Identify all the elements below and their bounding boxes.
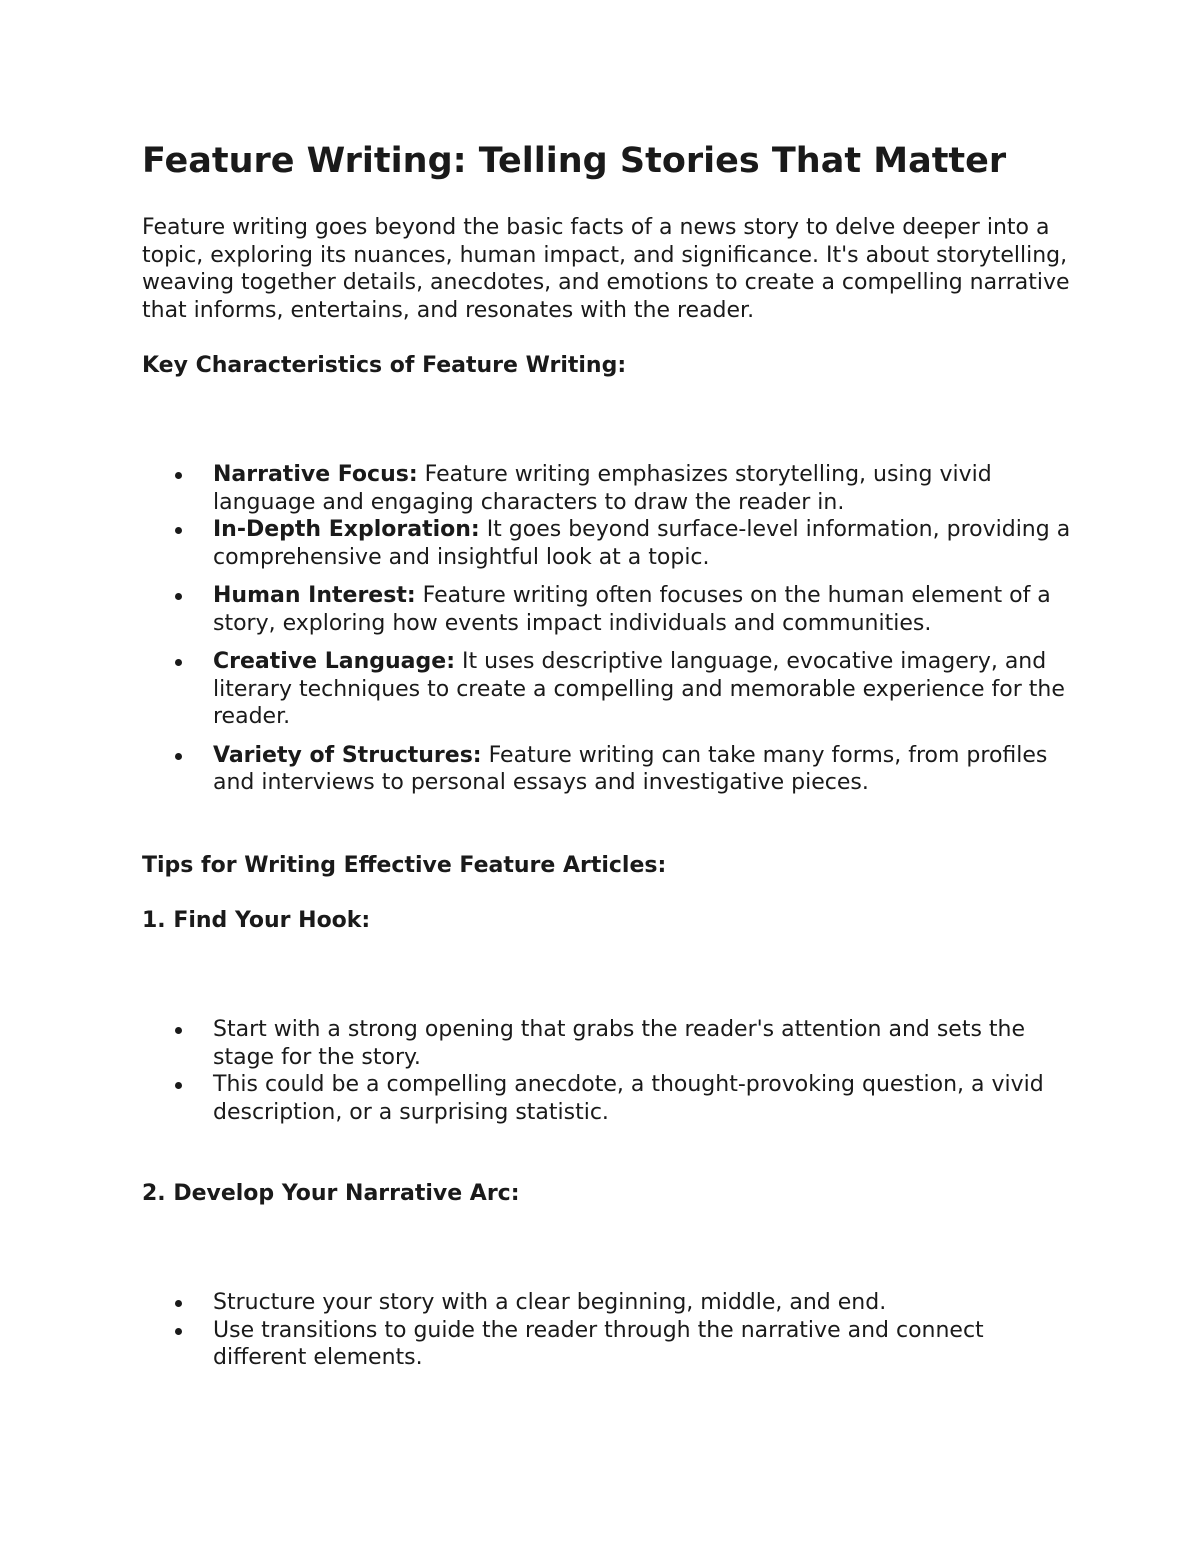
bullet-icon <box>175 472 182 479</box>
tip-2-list <box>142 1289 1082 1372</box>
list-item <box>142 648 1082 731</box>
bullet-icon <box>175 1300 182 1307</box>
list-item <box>142 1289 1082 1317</box>
characteristics-list <box>142 461 1082 797</box>
bullet-icon <box>175 659 182 666</box>
tip-2-heading: 2. Develop Your Narrative Arc: <box>142 1181 520 1206</box>
item-text: Use transitions to guide the reader through the narrative and connect different elements. <box>213 1317 984 1370</box>
item-term: Variety of Structures: <box>213 742 482 768</box>
list-item <box>142 1071 1082 1126</box>
key-characteristics-heading: Key Characteristics of Feature Writing: <box>142 353 627 378</box>
bullet-icon <box>175 593 182 600</box>
intro-paragraph: Feature writing goes beyond the basic facts of a news story to delve deeper into a topic, exploring its nuances, human impact, and significance. It's about storytelling, weaving together details, anecdotes, and emotions to create a compelling narrative that informs, entertains, and resonates with the reader. <box>142 215 1070 323</box>
bullet-icon <box>175 1082 182 1089</box>
item-term: Human Interest: <box>213 583 416 608</box>
item-term: Narrative Focus: <box>213 462 418 487</box>
list-item <box>142 742 1082 797</box>
item-text: It uses descriptive language, evocative imagery, and literary techniques to create a compelling and memorable experience for the reader. <box>213 649 1065 729</box>
item-text: This could be a compelling anecdote, a thought-provoking question, a vivid description, or a surprising statistic. <box>213 1072 1044 1125</box>
list-item <box>142 516 1082 571</box>
list-item <box>142 1016 1082 1071</box>
tips-heading: Tips for Writing Effective Feature Articles: <box>142 853 667 878</box>
bullet-icon <box>175 1328 182 1335</box>
item-text: Structure your story with a clear beginning, middle, and end. <box>213 1290 887 1315</box>
list-item <box>142 461 1082 516</box>
item-term: In-Depth Exploration: <box>213 517 480 542</box>
document-title: Feature Writing: Telling Stories That Matter <box>142 141 1007 181</box>
tip-1-list <box>142 1016 1082 1126</box>
item-text: Feature writing emphasizes storytelling, using vivid language and engaging characters to draw the reader in. <box>213 462 992 515</box>
list-item <box>142 582 1082 637</box>
bullet-icon <box>175 1027 182 1034</box>
bullet-icon <box>175 753 182 760</box>
item-text: Feature writing can take many forms, from profiles and interviews to personal essays and investigative pieces. <box>213 742 1048 795</box>
item-term: Creative Language: <box>213 649 455 674</box>
list-item <box>142 1317 1082 1372</box>
tip-1-heading: 1. Find Your Hook: <box>142 908 371 933</box>
bullet-icon <box>175 527 182 534</box>
item-text: It goes beyond surface-level information, providing a comprehensive and insightful look at a topic. <box>213 517 1071 570</box>
item-text: Start with a strong opening that grabs the reader's attention and sets the stage for the story. <box>213 1017 1026 1070</box>
item-text: Feature writing often focuses on the human element of a story, exploring how events impact individuals and communities. <box>213 583 1051 636</box>
